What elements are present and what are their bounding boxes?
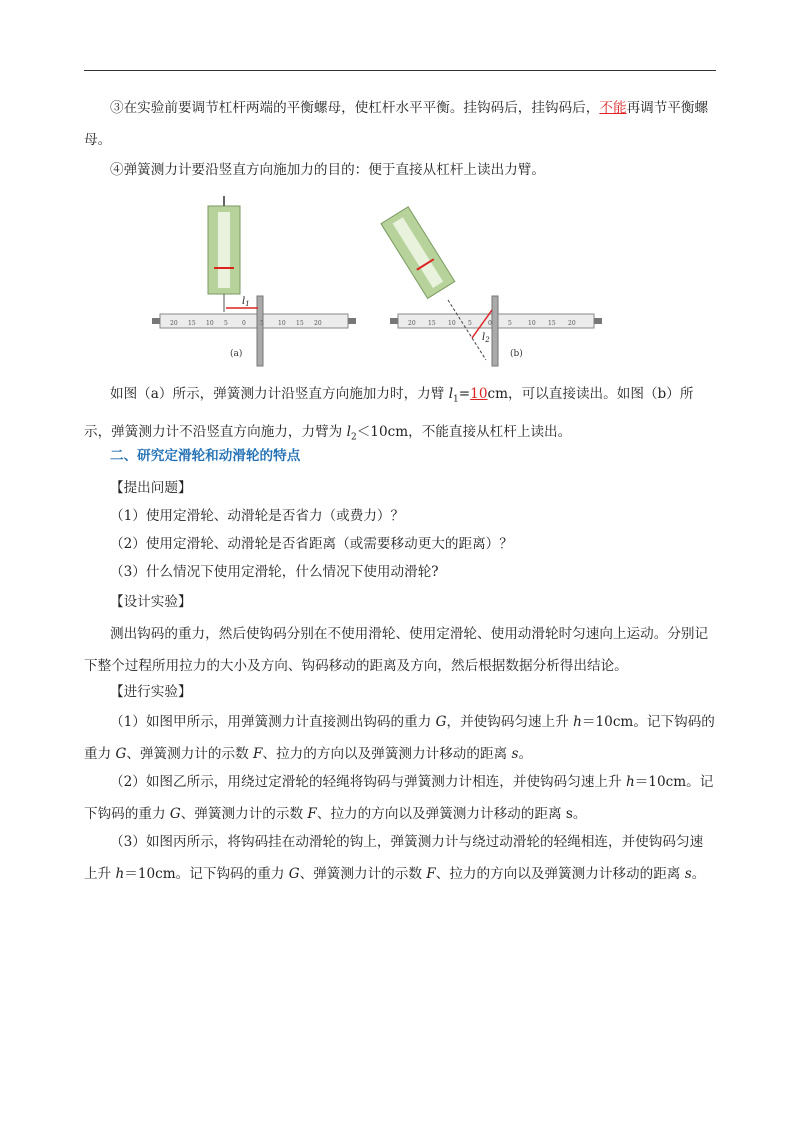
ruler-tick-label: 5 [468,320,472,327]
paragraph-3: ③在实验前要调节杠杆两端的平衡螺母，使杠杆水平平衡。挂钩码后，挂钩码后，不能再调节平衡螺母。 [84,100,709,148]
ruler-tick-label: 10 [206,320,214,327]
emphasis-not: 不能 [599,100,627,116]
ruler-tick-label: 15 [428,320,436,327]
ruler-tick-label: 10 [278,320,286,327]
question-1: （1）使用定滑轮、动滑轮是否省力（或费力）？ [110,508,405,524]
ruler-tick-label: 0 [242,320,246,327]
ruler-tick-label: 20 [314,320,322,327]
figure-label-a: (a) [230,349,243,359]
ruler-tick-label: 5 [260,320,264,327]
arm-a-label: $l_1$ [242,296,250,308]
paragraph-explanation: 如图（a）所示，弹簧测力计沿竖直方向施加力时，力臂 $l_1=10cm$，可以直接读出。如图（b）所示，弹簧测力计不沿竖直方向施力，力臂为 $l_2<10cm$，不能直接从杠杆上读出。 [84,386,694,443]
design-text: 测出钩码的重力，然后使钩码分别在不使用滑轮、使用定滑轮、使用动滑轮时匀速向上运动。分别记下整个过程所用拉力的大小及方向、钩码移动的距离及方向，然后根据数据分析得出结论。 [84,626,709,674]
figure-a [152,196,356,366]
figure-label-b: (b) [510,349,523,359]
ruler-tick-label: 10 [528,320,536,327]
step-3: （3）如图丙所示，将钩码挂在动滑轮的钩上，弹簧测力计与绕过动滑轮的轻绳相连，并使钩码匀速上升 h＝10cm。记下钩码的重力 G、弹簧测力计的示数 F、拉力的方向以及弹簧测力计移动的距离 s。 [84,834,706,882]
step-1: （1）如图甲所示，用弹簧测力计直接测出钩码的重力 G，并使钩码匀速上升 h＝10cm。记下钩码的重力 G、弹簧测力计的示数 F、拉力的方向以及弹簧测力计移动的距离 s。 [84,714,715,762]
paragraph-4: ④弹簧测力计要沿竖直方向施加力的目的：便于直接从杠杆上读出力臂。 [110,162,545,178]
header-rule [84,70,716,71]
section-experiment: 【进行实验】 [110,684,192,700]
step-2: （2）如图乙所示，用绕过定滑轮的轻绳将钩码与弹簧测力计相连，并使钩码匀速上升 h＝10cm。记下钩码的重力 G、弹簧测力计的示数 F、拉力的方向以及弹簧测力计移动的距离 s。 [84,774,714,822]
section-heading: 二、研究定滑轮和动滑轮的特点 [110,448,301,464]
ruler-tick-label: 20 [568,320,576,327]
ruler-tick-label: 20 [408,320,416,327]
question-2: （2）使用定滑轮、动滑轮是否省距离（或需要移动更大的距离）？ [110,536,513,552]
ruler-tick-label: 10 [448,320,456,327]
lever-figure [150,196,610,371]
ruler-tick-label: 15 [548,320,556,327]
ruler-tick-label: 0 [488,320,492,327]
ruler-tick-label: 20 [170,320,178,327]
section-raise-question: 【提出问题】 [110,480,192,496]
ruler-tick-label: 5 [508,320,512,327]
section-design: 【设计实验】 [110,594,192,610]
ruler-tick-label: 5 [224,320,228,327]
ruler-tick-label: 15 [188,320,196,327]
figure-b [381,207,602,366]
arm-b-label: $l_2$ [482,332,490,344]
question-3: （3）什么情况下使用定滑轮，什么情况下使用动滑轮? [110,564,439,580]
ruler-tick-label: 15 [296,320,304,327]
